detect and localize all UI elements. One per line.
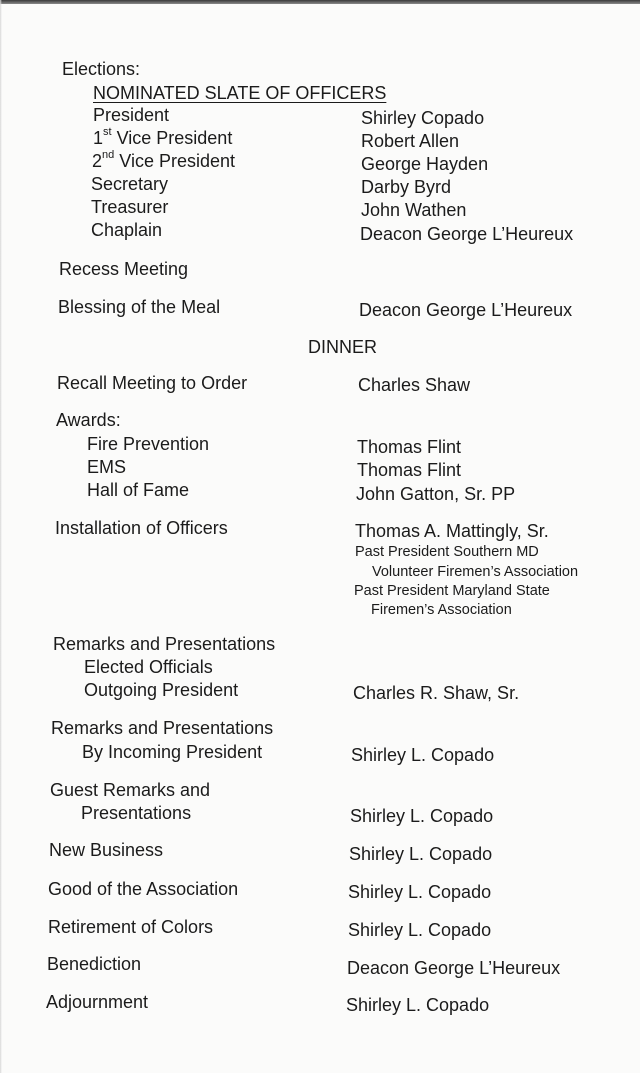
adjournment-name: Shirley L. Copado <box>346 995 490 1015</box>
officer-name-president: Shirley Copado <box>361 108 485 128</box>
installation-title-4: Firemen’s Association <box>371 602 512 618</box>
retirement-colors-label: Retirement of Colors <box>48 917 214 937</box>
installation-name: Thomas A. Mattingly, Sr. <box>355 521 549 541</box>
officer-role-num: 1 <box>93 128 104 148</box>
elections-heading: Elections: <box>62 59 141 79</box>
adjournment-label: Adjournment <box>46 992 149 1012</box>
officer-role-2nd-vp <box>92 150 235 172</box>
award-label-ems: EMS <box>87 457 127 477</box>
guest-remarks-name: Shirley L. Copado <box>350 806 494 826</box>
award-name-fire-prevention: Thomas Flint <box>357 437 462 457</box>
officer-role-num: 2 <box>92 151 103 171</box>
guest-presentations-label: Presentations <box>81 803 192 823</box>
officer-role-chaplain <box>91 219 162 241</box>
officer-role-text: Vice President <box>111 128 233 148</box>
award-label-fire-prevention: Fire Prevention <box>87 434 210 454</box>
installation-title-2: Volunteer Firemen’s Association <box>372 564 579 580</box>
remarks-presentations-label: Remarks and Presentations <box>53 634 276 654</box>
retirement-colors-name: Shirley L. Copado <box>348 920 492 940</box>
blessing-label: Blessing of the Meal <box>58 297 221 317</box>
blessing-name: Deacon George L’Heureux <box>359 300 573 320</box>
recall-label: Recall Meeting to Order <box>57 373 248 393</box>
installation-title-1: Past President Southern MD <box>355 544 539 560</box>
award-name-hall-of-fame: John Gatton, Sr. PP <box>356 484 516 504</box>
officer-role-text: Chaplain <box>91 220 163 240</box>
award-name-ems: Thomas Flint <box>357 460 462 480</box>
benediction-name: Deacon George L’Heureux <box>347 958 561 978</box>
remarks-incoming-label: Remarks and Presentations <box>51 718 274 738</box>
recall-name: Charles Shaw <box>358 375 471 395</box>
officer-role-text: Treasurer <box>91 197 169 217</box>
installation-title-3: Past President Maryland State <box>354 583 550 599</box>
good-association-name: Shirley L. Copado <box>348 882 492 902</box>
award-label-hall-of-fame: Hall of Fame <box>87 480 190 500</box>
page-top-edge <box>0 0 640 4</box>
guest-remarks-label: Guest Remarks and <box>50 780 211 800</box>
incoming-president-label: By Incoming President <box>82 742 263 762</box>
dinner-label: DINNER <box>308 337 378 357</box>
officer-role-text: Secretary <box>91 174 169 194</box>
officer-role-ordinal: nd <box>102 149 115 161</box>
officer-name-chaplain: Deacon George L’Heureux <box>360 224 574 244</box>
officer-role-secretary <box>91 173 168 195</box>
officer-role-1st-vp <box>93 127 232 149</box>
officer-role-text: President <box>93 105 170 125</box>
officer-role-treasurer <box>91 196 168 218</box>
officer-role-president <box>93 104 169 126</box>
good-association-label: Good of the Association <box>48 879 239 899</box>
officer-name-treasurer: John Wathen <box>361 200 467 220</box>
awards-heading: Awards: <box>56 410 121 430</box>
outgoing-president-label: Outgoing President <box>84 680 239 700</box>
incoming-president-name: Shirley L. Copado <box>351 745 495 765</box>
outgoing-president-name: Charles R. Shaw, Sr. <box>353 683 520 703</box>
officer-role-ordinal: st <box>103 126 112 138</box>
officer-name-1st-vp: Robert Allen <box>361 131 460 151</box>
new-business-label: New Business <box>49 840 164 860</box>
elected-officials-label: Elected Officials <box>84 657 213 677</box>
officer-role-text: Vice President <box>114 151 236 171</box>
officer-name-secretary: Darby Byrd <box>361 177 452 197</box>
installation-label: Installation of Officers <box>55 518 228 538</box>
page-left-edge <box>0 0 2 1073</box>
new-business-name: Shirley L. Copado <box>349 844 493 864</box>
slate-title: NOMINATED SLATE OF OFFICERS <box>93 83 387 103</box>
officer-name-2nd-vp: George Hayden <box>361 154 489 174</box>
benediction-label: Benediction <box>47 954 142 974</box>
recess-meeting-label: Recess Meeting <box>59 259 189 279</box>
